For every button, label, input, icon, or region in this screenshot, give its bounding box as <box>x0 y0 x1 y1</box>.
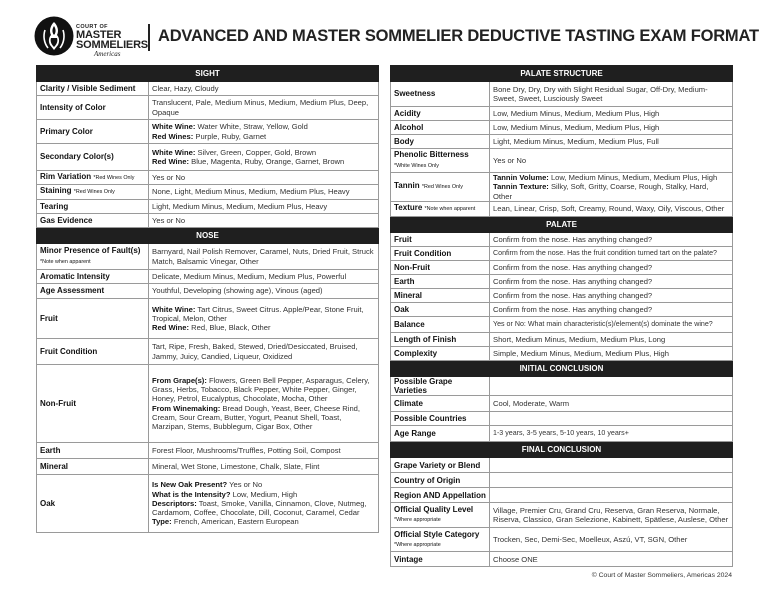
tannin-texture-text: Silky, Soft, Gritty, Coarse, Rough, Stalky, Hard, Other <box>493 182 709 201</box>
new-oak-label: Is New Oak Present? <box>152 480 228 490</box>
tannin-texture-label: Tannin Texture: <box>493 182 549 192</box>
row-label: Non-Fruit <box>391 260 490 274</box>
red-wine-text: Blue, Magenta, Ruby, Orange, Garnet, Brown <box>189 157 345 166</box>
table-row <box>391 412 733 426</box>
row-label-text: Rim Variation <box>40 171 92 181</box>
red-wine-text: Red, Blue, Black, Other <box>189 323 271 333</box>
section-header-nose: NOSE <box>37 228 379 244</box>
section-header-palate-structure: PALATE STRUCTURE <box>391 66 733 82</box>
white-wine-label: White Wine: <box>152 122 196 132</box>
row-label-text: Texture <box>394 203 423 213</box>
red-wine-label: Red Wines: <box>152 131 194 141</box>
row-value: Simple, Medium Minus, Medium, Medium Plus, High <box>490 346 733 360</box>
row-label: Complexity <box>391 346 490 360</box>
row-label: Fruit <box>391 232 490 246</box>
table-row <box>391 121 733 135</box>
row-label-text: Staining <box>40 186 72 196</box>
row-label: Gas Evidence <box>37 214 149 228</box>
row-label <box>391 528 490 552</box>
from-winemaking-label: From Winemaking: <box>152 403 221 413</box>
row-value: Yes or No: What main characteristic(s)/element(s) dominate the wine? <box>490 316 733 332</box>
table-row <box>37 214 379 228</box>
row-label-text: Tannin <box>394 181 420 191</box>
table-row <box>391 201 733 216</box>
row-value: Confirm from the nose. Has anything changed? <box>490 274 733 288</box>
row-label: Vintage <box>391 552 490 567</box>
row-label: Body <box>391 135 490 149</box>
table-row <box>391 260 733 274</box>
logo-master: MASTER <box>76 29 122 41</box>
row-label: Fruit Condition <box>391 246 490 260</box>
table-row <box>391 135 733 149</box>
row-value <box>149 299 379 339</box>
table-row <box>391 274 733 288</box>
table-row <box>391 288 733 302</box>
row-label: Region AND Appellation <box>391 488 490 503</box>
descriptors-label: Descriptors: <box>152 498 197 508</box>
logo-wordmark <box>76 24 146 58</box>
table-row <box>37 459 379 475</box>
row-label-text: Official Quality Level <box>394 505 474 515</box>
row-note: *Red Wines Only <box>421 184 463 191</box>
table-row <box>391 346 733 360</box>
row-label: Non-Fruit <box>37 365 149 443</box>
row-value <box>490 412 733 426</box>
from-winemaking-text: Bread Dough, Yeast, Beer, Cheese Rind, Cream, Sour Cream, Butter, Yogurt, Peanut Shell, Toast, Marzipan, Stems, Bubblegum, Cigar Box, Other <box>152 403 361 432</box>
row-value: Light, Medium Minus, Medium, Medium Plus, Full <box>490 135 733 149</box>
row-label-text: Minor Presence of Fault(s) <box>40 246 141 256</box>
row-note: *Red Wines Only <box>73 189 115 196</box>
row-value: Bone Dry, Dry, Dry with Slight Residual Sugar, Off-Dry, Medium-Sweet, Sweet, Lusciously Sweet <box>490 82 733 107</box>
row-label: Age Range <box>391 426 490 442</box>
row-value: Forest Floor, Mushrooms/Truffles, Potting Soil, Compost <box>149 443 379 459</box>
table-row <box>391 396 733 412</box>
row-label: Length of Finish <box>391 332 490 346</box>
court-of-master-sommeliers-logo <box>34 16 74 56</box>
row-value: Choose ONE <box>490 552 733 567</box>
row-label: Balance <box>391 316 490 332</box>
row-note: *Note when apparent <box>424 206 476 213</box>
table-row <box>37 200 379 214</box>
row-label <box>37 185 149 200</box>
row-note: *Where appropriate <box>394 541 441 548</box>
table-row <box>37 120 379 144</box>
table-row <box>37 475 379 533</box>
row-value <box>490 376 733 396</box>
table-row <box>37 82 379 96</box>
row-label: Grape Variety or Blend <box>391 458 490 473</box>
page-title: ADVANCED AND MASTER SOMMELIER DEDUCTIVE TASTING EXAM FORMAT <box>158 27 759 45</box>
white-wine-text: Silver, Green, Copper, Gold, Brown <box>195 147 317 157</box>
tannin-volume-label: Tannin Volume: <box>493 173 549 182</box>
table-row <box>391 107 733 121</box>
table-row <box>37 443 379 459</box>
row-value <box>490 473 733 488</box>
row-label: Aromatic Intensity <box>37 270 149 284</box>
red-wine-text: Purple, Ruby, Garnet <box>193 131 267 141</box>
table-row <box>391 528 733 552</box>
row-label: Intensity of Color <box>37 96 149 120</box>
table-row <box>391 232 733 246</box>
table-row <box>391 552 733 567</box>
table-row <box>37 185 379 200</box>
intensity-label: What is the Intensity? <box>152 489 231 499</box>
white-wine-text: Water White, Straw, Yellow, Gold <box>195 122 308 132</box>
table-row <box>391 173 733 202</box>
row-value: 1-3 years, 3-5 years, 5-10 years, 10 years+ <box>490 426 733 442</box>
row-label: Acidity <box>391 107 490 121</box>
section-header-sight: SIGHT <box>37 66 379 82</box>
row-label <box>37 171 149 185</box>
section-header-palate: PALATE <box>391 216 733 232</box>
table-row <box>391 246 733 260</box>
row-label: Oak <box>391 302 490 316</box>
row-value: None, Light, Medium Minus, Medium, Medium Plus, Heavy <box>149 185 379 200</box>
table-row <box>391 149 733 173</box>
row-label: Country of Origin <box>391 473 490 488</box>
table-row <box>391 503 733 528</box>
row-value: Trocken, Sec, Demi-Sec, Moelleux, Aszú, VT, SGN, Other <box>490 528 733 552</box>
table-row <box>37 299 379 339</box>
row-value: Delicate, Medium Minus, Medium, Medium Plus, Powerful <box>149 270 379 284</box>
row-value: Low, Medium Minus, Medium, Medium Plus, High <box>490 121 733 135</box>
table-row <box>37 270 379 284</box>
tannin-volume-text: Low, Medium Minus, Medium, Medium Plus, High <box>548 173 718 182</box>
row-value: Low, Medium Minus, Medium, Medium Plus, High <box>490 107 733 121</box>
row-value: Confirm from the nose. Has anything changed? <box>490 288 733 302</box>
table-row <box>391 458 733 473</box>
row-value: Confirm from the nose. Has anything changed? <box>490 260 733 274</box>
table-row <box>391 488 733 503</box>
row-value <box>149 365 379 443</box>
table-row <box>391 376 733 396</box>
from-grape-label: From Grape(s): <box>152 375 207 385</box>
new-oak-text: Yes or No <box>227 480 263 490</box>
section-header-initial-conclusion: INITIAL CONCLUSION <box>391 360 733 376</box>
row-value <box>490 488 733 503</box>
left-tasting-grid <box>36 65 379 533</box>
row-note: *White Wines Only <box>394 162 439 169</box>
red-wine-label: Red Wine: <box>152 323 190 333</box>
row-label-text: Phenolic Bitterness <box>394 150 469 160</box>
row-value: Confirm from the nose. Has anything changed? <box>490 232 733 246</box>
row-value <box>490 458 733 473</box>
row-label: Mineral <box>391 288 490 302</box>
row-label <box>391 503 490 528</box>
row-value: Translucent, Pale, Medium Minus, Medium, Medium Plus, Deep, Opaque <box>149 96 379 120</box>
row-label: Clarity / Visible Sediment <box>37 82 149 96</box>
logo-americas: Americas <box>94 50 121 58</box>
white-wine-label: White Wine: <box>152 147 196 157</box>
table-row <box>37 284 379 299</box>
row-value: Yes or No <box>490 149 733 173</box>
table-row <box>37 96 379 120</box>
row-label: Sweetness <box>391 82 490 107</box>
page-header <box>0 0 768 62</box>
row-label: Earth <box>37 443 149 459</box>
row-label <box>37 244 149 270</box>
row-value: Short, Medium Minus, Medium, Medium Plus, Long <box>490 332 733 346</box>
row-label: Alcohol <box>391 121 490 135</box>
table-row <box>37 244 379 270</box>
type-label: Type: <box>152 517 172 527</box>
table-row <box>391 426 733 442</box>
row-note: *Where appropriate <box>394 517 441 524</box>
row-note: *Note when apparent <box>40 258 91 265</box>
row-label: Secondary Color(s) <box>37 144 149 171</box>
table-row <box>37 365 379 443</box>
type-text: French, American, Eastern European <box>171 517 299 527</box>
row-value <box>490 173 733 202</box>
row-value: Yes or No <box>149 214 379 228</box>
descriptors-text: Toast, Smoke, Vanilla, Cinnamon, Clove, Nutmeg, Cardamom, Coffee, Chocolate, Dill, Coconut, Caramel, Cedar <box>152 498 367 518</box>
table-row <box>391 302 733 316</box>
row-value <box>149 144 379 171</box>
row-label: Oak <box>37 475 149 533</box>
table-row <box>37 339 379 365</box>
row-note: *Red Wines Only <box>93 174 135 181</box>
row-value: Village, Premier Cru, Grand Cru, Reserva, Gran Reserva, Normale, Riserva, Classico, Gran Selezione, Kabinett, Spätlese, Auslese, Other <box>490 503 733 528</box>
white-wine-text: Tart Citrus, Sweet Citrus. Apple/Pear, Stone Fruit, Tropical, Melon, Other <box>152 304 364 323</box>
row-label: Mineral <box>37 459 149 475</box>
row-value: Youthful, Developing (showing age), Vinous (aged) <box>149 284 379 299</box>
row-label: Age Assessment <box>37 284 149 299</box>
row-label <box>391 149 490 173</box>
table-row <box>391 82 733 107</box>
row-value: Light, Medium Minus, Medium, Medium Plus, Heavy <box>149 200 379 214</box>
row-value: Barnyard, Nail Polish Remover, Caramel, Nuts, Dried Fruit, Struck Match, Balsamic Vinegar, Other <box>149 244 379 270</box>
row-label: Climate <box>391 396 490 412</box>
row-label <box>391 173 490 202</box>
section-header-final-conclusion: FINAL CONCLUSION <box>391 442 733 458</box>
row-label: Fruit Condition <box>37 339 149 365</box>
row-label-text: Official Style Category <box>394 529 480 539</box>
red-wine-label: Red Wine: <box>152 157 190 166</box>
intensity-text: Low, Medium, High <box>230 489 298 499</box>
copyright-footer: © Court of Master Sommeliers, Americas 2024 <box>591 572 732 579</box>
row-label: Possible Grape Varieties <box>391 376 490 396</box>
right-tasting-grid <box>390 65 733 567</box>
row-value: Confirm from the nose. Has anything changed? <box>490 302 733 316</box>
table-row <box>37 144 379 171</box>
row-value: Clear, Hazy, Cloudy <box>149 82 379 96</box>
from-grape-text: Flowers, Green Bell Pepper, Asparagus, Celery, Grass, Herbs, Tobacco, Black Pepper, White Pepper, Ginger, Honey, Petrol, Eucalyptus, Chocolate, Mocha, Other <box>152 375 370 404</box>
row-label: Possible Countries <box>391 412 490 426</box>
row-label: Primary Color <box>37 120 149 144</box>
row-value <box>149 475 379 533</box>
logo-sommeliers: SOMMELIERS <box>76 39 148 51</box>
table-row <box>391 473 733 488</box>
row-value: Lean, Linear, Crisp, Soft, Creamy, Round, Waxy, Oily, Viscous, Other <box>490 201 733 216</box>
row-value: Confirm from the nose. Has the fruit condition turned tart on the palate? <box>490 246 733 260</box>
table-row <box>37 171 379 185</box>
header-divider <box>148 24 150 51</box>
row-label: Fruit <box>37 299 149 339</box>
row-value <box>149 120 379 144</box>
white-wine-label: White Wine: <box>152 304 196 314</box>
logo-court-of: COURT OF <box>76 24 108 30</box>
row-value: Yes or No <box>149 171 379 185</box>
row-value: Mineral, Wet Stone, Limestone, Chalk, Slate, Flint <box>149 459 379 475</box>
table-row <box>391 316 733 332</box>
row-value: Tart, Ripe, Fresh, Baked, Stewed, Dried/Desiccated, Bruised, Jammy, Juicy, Candied, Liqueur, Oxidized <box>149 339 379 365</box>
row-value: Cool, Moderate, Warm <box>490 396 733 412</box>
row-label: Tearing <box>37 200 149 214</box>
row-label <box>391 201 490 216</box>
table-row <box>391 332 733 346</box>
row-label: Earth <box>391 274 490 288</box>
